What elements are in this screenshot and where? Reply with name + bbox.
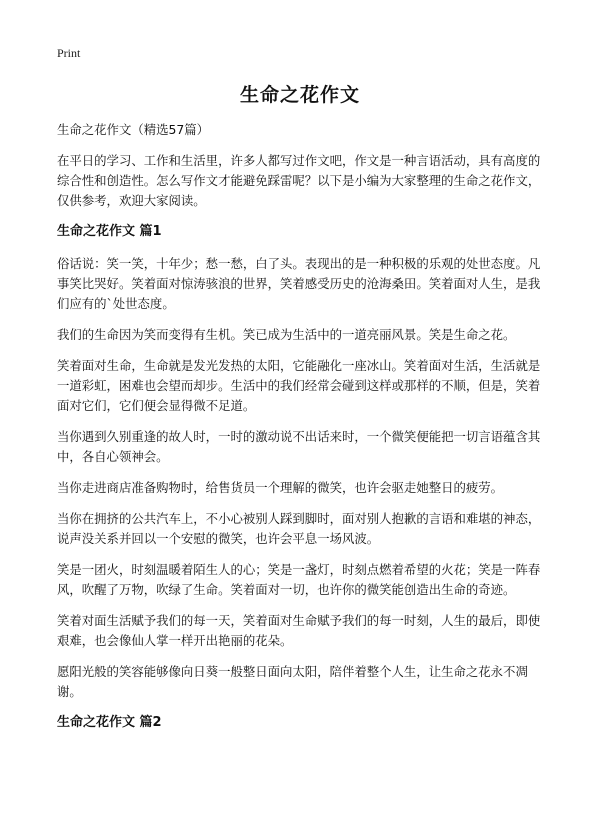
page-title: 生命之花作文 [239, 84, 360, 106]
paragraph: 笑着对面生活赋予我们的每一天，笑着面对生命赋予我们的每一时刻，人生的最后，即使艰难，也会像仙人掌一样开出艳丽的花朵。 [57, 613, 541, 648]
paragraph: 我们的生命因为笑而变得有生机。笑已成为生活中的一道亮丽风景。笑是生命之花。 [57, 327, 516, 342]
paragraph: 当你走进商店准备购物时，给售货员一个理解的微笑，也许会驱走她整日的疲劳。 [57, 480, 504, 495]
article-subtitle: 生命之花作文（精选57篇） [57, 122, 210, 137]
intro-paragraph: 在平日的学习、工作和生活里，许多人都写过作文吧，作文是一种言语活动，具有高度的综合性和创造性。怎么写作文才能避免踩雷呢？以下是小编为大家整理的生命之花作文，仅供参考，欢迎大家阅读。 [57, 153, 541, 208]
paragraph: 笑是一团火，时刻温暖着陌生人的心；笑是一盏灯，时刻点燃着希望的火花；笑是一阵春风，吹醒了万物，吹绿了生命。笑着面对一切，也许你的微笑能创造出生命的奇迹。 [57, 562, 541, 597]
paragraph: 当你遇到久别重逢的故人时，一时的激动说不出话来时，一个微笑便能把一切言语蕴含其中，各自心领神会。 [57, 429, 541, 464]
section-2 [57, 713, 550, 733]
article-body [57, 120, 550, 745]
section-heading: 生命之花作文 篇2 [57, 715, 162, 730]
print-link[interactable]: Print [57, 46, 81, 60]
section-1 [57, 222, 550, 702]
paragraph: 笑着面对生命，生命就是发光发热的太阳，它能融化一座冰山。笑着面对生活，生活就是一道彩虹，困难也会望而却步。生活中的我们经常会碰到这样或那样的不顺，但是，笑着面对它们，它们便会显得微不足道。 [57, 358, 541, 413]
paragraph: 俗话说：笑一笑，十年少；愁一愁，白了头。表现出的是一种积极的乐观的处世态度。凡事笑比哭好。笑着面对惊涛骇浪的世界，笑着感受历史的沧海桑田。笑着面对人生，是我们应有的`处世态度。 [57, 256, 541, 311]
paragraph: 当你在拥挤的公共汽车上，不小心被别人踩到脚时，面对别人抱歉的言语和难堪的神态，说声没关系并回以一个安慰的微笑，也许会平息一场风波。 [57, 511, 541, 546]
section-heading: 生命之花作文 篇1 [57, 224, 162, 239]
paragraph: 愿阳光般的笑容能够像向日葵一般整日面向太阳，陪伴着整个人生，让生命之花永不凋谢。 [57, 664, 528, 699]
